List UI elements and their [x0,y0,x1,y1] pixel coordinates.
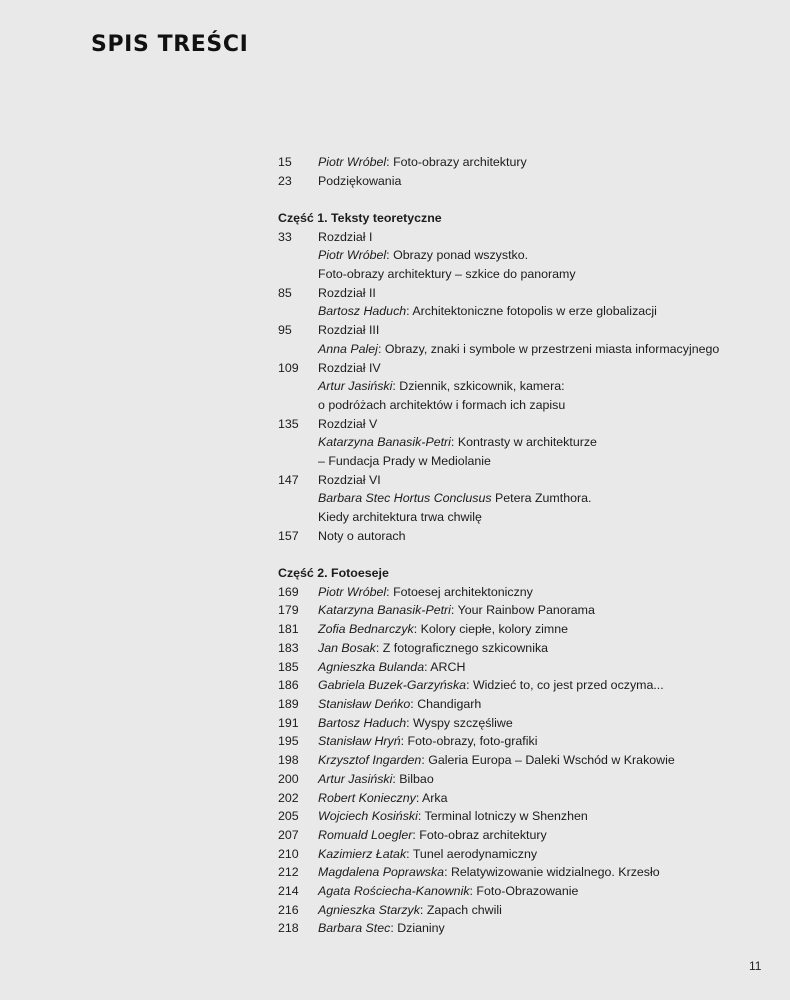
entry-page-number: 15 [278,155,292,169]
entry-page-number: 191 [278,715,299,730]
entry-title: Arka [422,790,448,805]
toc-entry [278,321,758,340]
toc-entry [278,172,758,191]
toc-entry [278,246,758,265]
entry-page-number: 186 [278,678,299,693]
entry-page-number: 183 [278,640,299,655]
entry-title: Foto-obrazy, foto-grafiki [407,734,538,749]
toc-entry [278,882,758,901]
entry-text [318,489,758,508]
toc-entry [278,863,758,882]
entry-text: Agnieszka Bulanda: ARCH [318,659,466,674]
entry-title: Kiedy architektura trwa chwilę [318,510,482,525]
entry-author: Wojciech Kosiński [318,809,418,824]
entry-author: Agnieszka Starzyk [318,902,420,917]
entry-title: Foto-obraz architektury [419,827,547,842]
entry-text: Artur Jasiński: Bilbao [318,771,434,786]
toc-entry [278,732,758,751]
entry-text: Krzysztof Ingarden: Galeria Europa – Daleki Wschód w Krakowie [318,753,675,768]
entry-text [318,508,758,527]
entry-text [318,359,758,378]
entry-title: ARCH [430,659,466,674]
entry-author: Agnieszka Bulanda [318,659,425,674]
entry-title: Your Rainbow Panorama [457,603,595,618]
entry-title: Obrazy ponad wszystko. [393,248,529,263]
entry-text: Kazimierz Łatak: Tunel aerodynamiczny [318,846,538,861]
entry-text [318,172,758,191]
entry-text: Stanisław Hryń: Foto-obrazy, foto-grafiki [318,734,538,749]
entry-title: Rozdział I [318,229,373,244]
entry-text: Katarzyna Banasik-Petri: Kontrasty w architekturze [318,435,597,450]
toc-entry [278,265,758,284]
entry-text: Magdalena Poprawska: Relatywizowanie widzialnego. Krzesło [318,865,660,880]
entry-text [318,321,758,340]
entry-title: Obrazy, znaki i symbole w przestrzeni miasta informacyjnego [384,341,720,356]
entry-title: Relatywizowanie widzialnego. Krzesło [450,865,660,880]
entry-title: Tunel aerodynamiczny [412,846,538,861]
entry-title: Z fotograficznego szkicownika [382,640,549,655]
toc-entry [278,714,758,733]
entry-title: Fotoesej architektoniczny [393,584,533,599]
entry-author: Zofia Bednarczyk [318,622,414,637]
entry-author: Piotr Wróbel [318,248,387,263]
toc-entry [278,377,758,396]
entry-page-number: 185 [278,659,299,674]
entry-text: Bartosz Haduch: Wyspy szczęśliwe [318,715,513,730]
entry-author: Anna Palej [318,341,378,356]
entry-page-number: 169 [278,584,299,599]
entry-page-number [278,340,318,359]
entry-author: Piotr Wróbel [318,155,387,169]
entry-title: Terminal lotniczy w Shenzhen [424,809,588,824]
entry-author: Katarzyna Banasik-Petri [318,603,451,618]
entry-page-number: 218 [278,921,299,936]
entry-text: Barbara Stec: Dzianiny [318,921,445,936]
toc-entry [278,302,758,321]
entry-text [318,284,758,303]
entry-author: Artur Jasiński [318,379,393,394]
entry-author: Romuald Loegler [318,827,413,842]
entry-text: Piotr Wróbel: Fotoesej architektoniczny [318,584,533,599]
entry-title: Bilbao [399,771,434,786]
entry-page-number [278,489,318,508]
entry-page-number [278,246,318,265]
toc-entry [278,639,758,658]
entry-page-number [278,508,318,527]
entry-text: Piotr Wróbel: Obrazy ponad wszystko. [318,248,529,263]
toc-entry [278,620,758,639]
entry-author: Bartosz Haduch [318,304,407,319]
entry-page-number: 109 [278,360,299,375]
entry-text: Zofia Bednarczyk: Kolory ciepłe, kolory zimne [318,622,568,637]
toc-entry [278,284,758,303]
entry-title: Rozdział VI [318,472,381,487]
entry-page-number [278,433,318,452]
entry-page-number: 202 [278,790,299,805]
entry-page-number: 181 [278,622,299,637]
entry-title: Foto-Obrazowanie [476,884,579,899]
entry-title: Rozdział II [318,285,376,300]
entry-page-number: 214 [278,884,299,899]
toc-entry [278,340,758,359]
toc-entry [278,433,758,452]
entry-author: Barbara Stec [318,921,391,936]
entry-author: Artur Jasiński [318,771,393,786]
entry-title: Zapach chwili [426,902,502,917]
entry-author: Krzysztof Ingarden [318,753,422,768]
entry-title: Rozdział IV [318,360,381,375]
entry-author: Barbara Stec Hortus Conclusus [318,491,492,506]
toc-entry [278,452,758,471]
entry-author: Gabriela Buzek-Garzyńska [318,678,467,693]
entry-text [318,415,758,434]
entry-page-number: 147 [278,472,299,487]
entry-page-number [278,302,318,321]
entry-title: Kontrasty w architekturze [457,435,597,450]
toc-entry [278,807,758,826]
entry-text [318,265,758,284]
entry-title: Architektoniczne fotopolis w erze globalizacji [412,304,657,319]
entry-author: Stanisław Hryń [318,734,401,749]
toc-entry [278,845,758,864]
entry-text [318,452,758,471]
entry-title: Dziennik, szkicownik, kamera: [399,379,565,394]
part2-entries [278,583,758,938]
toc-entry [278,228,758,247]
part1-heading: Część 1. Teksty teoretyczne [278,210,442,225]
entry-author: Kazimierz Łatak [318,846,407,861]
entry-text: Jan Bosak: Z fotograficznego szkicownika [318,640,549,655]
entry-text [318,527,758,546]
entry-title: Podziękowania [318,173,402,188]
entry-text: Romuald Loegler: Foto-obraz architektury [318,827,547,842]
entry-author: Stanisław Deńko [318,696,411,711]
entry-text [318,471,758,490]
entry-text: Artur Jasiński: Dziennik, szkicownik, kamera: [318,379,565,394]
entry-title: Foto-obrazy architektury – szkice do panoramy [318,267,576,282]
toc-entry [278,601,758,620]
toc-entry [278,583,758,602]
entry-page-number [278,396,318,415]
entry-author: Jan Bosak [318,640,376,655]
entry-author: Piotr Wróbel [318,584,387,599]
entry-page-number: 33 [278,229,292,244]
entry-title: Rozdział V [318,416,378,431]
entry-text [318,396,758,415]
toc-entry [278,695,758,714]
page-number: 11 [749,959,762,973]
toc-entry [278,676,758,695]
entry-page-number: 195 [278,734,299,749]
entry-text: Bartosz Haduch: Architektoniczne fotopolis w erze globalizacji [318,304,657,319]
toc-entry [278,919,758,938]
entry-author: Bartosz Haduch [318,715,407,730]
entry-page-number: 189 [278,696,299,711]
entry-page-number [278,377,318,396]
entry-title: Widzieć to, co jest przed oczyma... [472,678,664,693]
entry-title: o podróżach architektów i formach ich zapisu [318,397,566,412]
part2-heading: Część 2. Fotoeseje [278,566,389,581]
entry-author: Agata Rościecha-Kanownik [318,884,470,899]
entry-title: Petera Zumthora. [495,491,592,506]
entry-page-number: 198 [278,753,299,768]
toc-entry [278,826,758,845]
entry-text: Agnieszka Starzyk: Zapach chwili [318,902,502,917]
toc-entry [278,770,758,789]
entry-title: Foto-obrazy architektury [393,155,527,169]
entry-title: – Fundacja Prady w Mediolanie [318,454,491,469]
entry-page-number: 23 [278,173,292,188]
entry-text: Agata Rościecha-Kanownik: Foto-Obrazowanie [318,884,579,899]
toc-entry [278,789,758,808]
entry-title: Chandigarh [417,696,482,711]
entry-text: Wojciech Kosiński: Terminal lotniczy w Shenzhen [318,809,588,824]
entry-text: Robert Konieczny: Arka [318,790,448,805]
entry-text [318,228,758,247]
entry-page-number: 157 [278,528,299,543]
entry-title: Dzianiny [397,921,445,936]
entry-text: Stanisław Deńko: Chandigarh [318,696,482,711]
entry-title: Rozdział III [318,323,380,338]
entry-page-number: 216 [278,902,299,917]
entry-text: Gabriela Buzek-Garzyńska: Widzieć to, co jest przed oczyma... [318,678,664,693]
entry-page-number [278,452,318,471]
toc-entry [278,901,758,920]
entry-page-number [278,265,318,284]
entry-author: Katarzyna Banasik-Petri [318,435,451,450]
intro-entries [278,153,758,190]
entry-author: Robert Konieczny [318,790,416,805]
toc-entry [278,658,758,677]
toc-entry [278,359,758,378]
entry-title: Noty o autorach [318,528,406,543]
toc-entry [278,415,758,434]
toc-entry [278,489,758,508]
entry-text: Katarzyna Banasik-Petri: Your Rainbow Panorama [318,603,595,618]
entry-page-number: 95 [278,323,292,338]
entry-title: Wyspy szczęśliwe [413,715,513,730]
page-title: SPIS TREŚCI [91,32,249,57]
toc-entry [278,751,758,770]
entry-page-number: 85 [278,285,292,300]
entry-page-number: 210 [278,846,299,861]
toc-entry [278,508,758,527]
toc-entry [278,396,758,415]
toc-entry [278,153,758,172]
entry-page-number: 212 [278,865,299,880]
entry-text: Anna Palej: Obrazy, znaki i symbole w przestrzeni miasta informacyjnego [318,341,720,356]
toc-entry [278,527,758,546]
entry-page-number: 200 [278,771,299,786]
entry-title: Kolory ciepłe, kolory zimne [420,622,568,637]
part1-entries [278,228,758,546]
entry-text: Piotr Wróbel: Foto-obrazy architektury [318,155,527,169]
table-of-contents [278,153,758,938]
entry-page-number: 135 [278,416,299,431]
toc-entry [278,471,758,490]
entry-page-number: 207 [278,827,299,842]
entry-page-number: 179 [278,603,299,618]
entry-author: Magdalena Poprawska [318,865,445,880]
entry-title: Galeria Europa – Daleki Wschód w Krakowie [428,753,675,768]
entry-page-number: 205 [278,809,299,824]
